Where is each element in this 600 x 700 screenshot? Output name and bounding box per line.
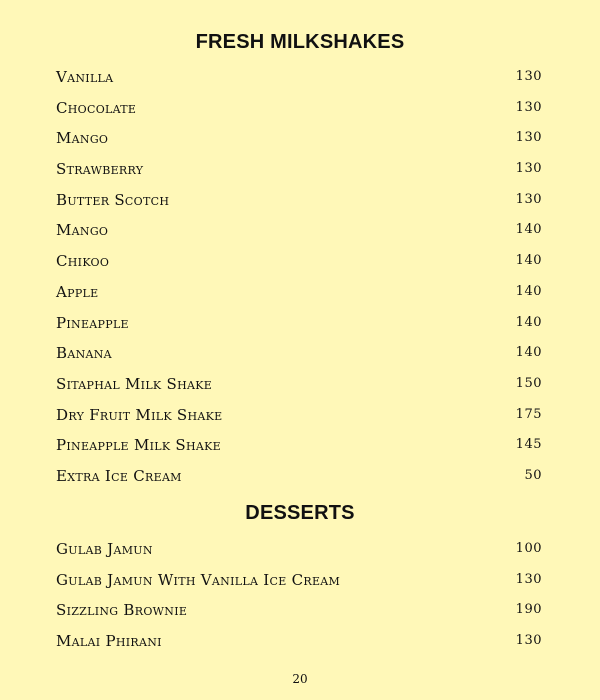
menu-item bbox=[0, 540, 600, 571]
item-name: Chikoo bbox=[56, 252, 110, 271]
menu-item bbox=[0, 314, 600, 345]
item-price: 50 bbox=[524, 467, 542, 483]
item-price: 130 bbox=[515, 633, 542, 649]
item-name: Banana bbox=[56, 344, 112, 363]
menu-item bbox=[0, 406, 600, 437]
menu-item bbox=[0, 160, 600, 191]
item-name: Sizzling Brownie bbox=[56, 601, 188, 620]
item-name: Chocolate bbox=[56, 98, 137, 117]
item-price: 130 bbox=[515, 99, 542, 115]
menu-item bbox=[0, 632, 600, 663]
item-name: Pineapple bbox=[56, 313, 129, 332]
item-price: 140 bbox=[515, 314, 542, 330]
item-name: Apple bbox=[56, 282, 99, 301]
menu-item bbox=[0, 68, 600, 99]
item-price: 130 bbox=[515, 161, 542, 177]
menu-item bbox=[0, 436, 600, 467]
section-title-fresh-milkshakes: FRESH MILKSHAKES bbox=[195, 31, 405, 53]
menu-item bbox=[0, 283, 600, 314]
menu-item bbox=[0, 571, 600, 602]
item-name: Mango bbox=[56, 129, 109, 148]
milkshakes-list bbox=[0, 68, 600, 498]
menu-item bbox=[0, 375, 600, 406]
menu-item bbox=[0, 252, 600, 283]
item-price: 130 bbox=[515, 130, 542, 146]
item-price: 130 bbox=[515, 69, 542, 84]
item-name: Strawberry bbox=[56, 160, 144, 179]
menu-item bbox=[0, 99, 600, 130]
item-price: 140 bbox=[515, 222, 542, 238]
section-title-desserts: DESSERTS bbox=[245, 502, 355, 524]
item-name: Gulab Jamun With Vanilla Ice Cream bbox=[56, 570, 341, 589]
item-price: 130 bbox=[515, 571, 542, 587]
item-price: 150 bbox=[515, 375, 542, 391]
desserts-list bbox=[0, 540, 600, 663]
item-price: 140 bbox=[515, 345, 542, 361]
menu-item bbox=[0, 221, 600, 252]
item-price: 190 bbox=[515, 602, 542, 618]
item-price: 175 bbox=[515, 406, 542, 422]
item-price: 130 bbox=[515, 191, 542, 207]
item-name: Dry Fruit Milk Shake bbox=[56, 405, 223, 424]
menu-item bbox=[0, 129, 600, 160]
item-name: Vanilla bbox=[56, 68, 114, 86]
item-name: Gulab Jamun bbox=[56, 540, 153, 558]
item-name: Mango bbox=[56, 221, 109, 240]
item-name: Butter Scotch bbox=[56, 190, 170, 209]
item-price: 140 bbox=[515, 253, 542, 269]
item-price: 100 bbox=[515, 541, 542, 556]
menu-item bbox=[0, 467, 600, 498]
item-name: Pineapple Milk Shake bbox=[56, 436, 221, 455]
item-name: Extra Ice Cream bbox=[56, 466, 182, 485]
item-name: Sitaphal Milk Shake bbox=[56, 374, 213, 393]
menu-item bbox=[0, 344, 600, 375]
menu-item bbox=[0, 191, 600, 222]
page-number: 20 bbox=[292, 672, 308, 686]
item-price: 145 bbox=[515, 437, 542, 453]
item-price: 140 bbox=[515, 283, 542, 299]
menu-item bbox=[0, 601, 600, 632]
item-name: Malai Phirani bbox=[56, 632, 162, 651]
